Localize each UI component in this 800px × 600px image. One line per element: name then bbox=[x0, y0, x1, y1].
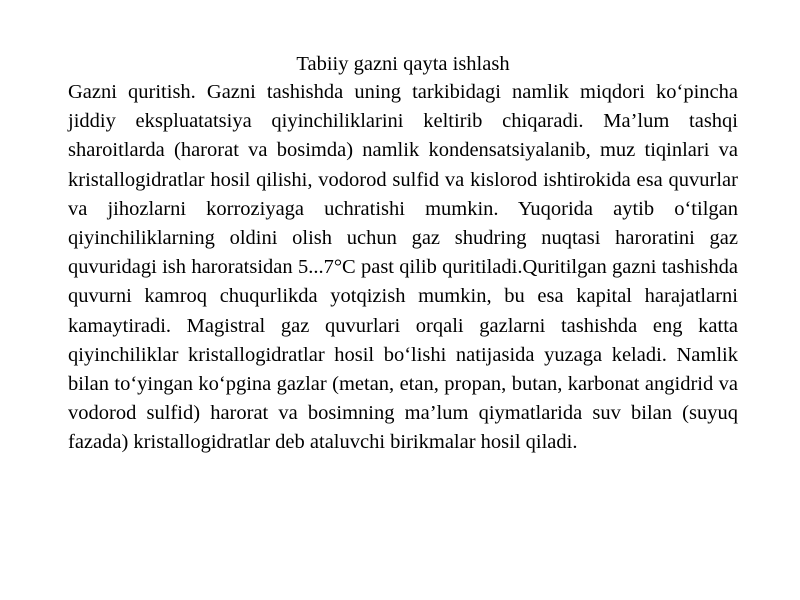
document-page bbox=[68, 50, 738, 458]
document-title: Tabiiy gazni qayta ishlash bbox=[296, 53, 510, 75]
document-paragraph: Gazni quritish. Gazni tashishda uning tarkibidagi namlik miqdori ko‘pincha jiddiy ekspluatatsiya qiyinchiliklarini keltirib chiqaradi. Ma’lum tashqi sharoitlarda (harorat va bosimda) namlik kondensatsiyalanib, muz tiqinlari va kristallogidratlar hosil qilishi, vodorod sulfid va kislorod ishtirokida esa quvurlar va jihozlarni korroziyaga uchratishi mumkin. Yuqorida aytib o‘tilgan qiyinchiliklarning oldini olish uchun gaz shudring nuqtasi haroratini gaz quvuridagi ish haroratsidan 5...7°C past qilib quritiladi.Quritilgan gazni tashishda quvurni kamroq chuqurlikda yotqizish mumkin, bu esa kapital harajatlarni kamaytiradi. Magistral gaz quvurlari orqali gazlarni tashishda eng katta qiyinchiliklar kristallogidratlar hosil bo‘lishi natijasida yuzaga keladi. Namlik bilan to‘yingan ko‘pgina gazlar (metan, etan, propan, butan, karbonat angidrid va vodorod sulfid) harorat va bosimning ma’lum qiymatlarida suv bilan (suyuq fazada) kristallogidratlar deb ataluvchi birikmalar hosil qiladi. bbox=[68, 81, 738, 454]
